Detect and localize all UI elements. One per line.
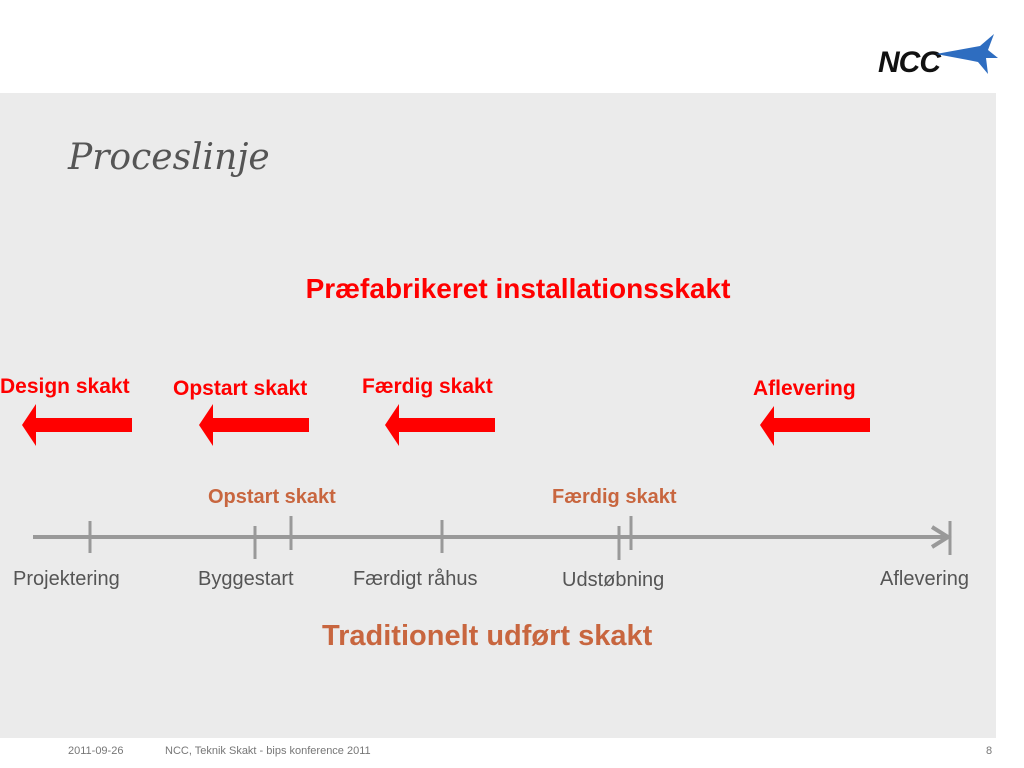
timeline-milestone: Aflevering xyxy=(880,568,969,590)
prefab-step-label: Færdig skakt xyxy=(362,375,493,398)
timeline-upper-marker: Opstart skakt xyxy=(208,486,336,508)
timeline-upper-marker: Færdig skakt xyxy=(552,486,677,508)
logo-text: NCC xyxy=(878,46,940,79)
traditional-title: Traditionelt udført skakt xyxy=(322,620,653,652)
timeline-milestone: Byggestart xyxy=(198,568,294,590)
prefab-title: Præfabrikeret installationsskakt xyxy=(305,273,731,304)
timeline-milestone: Færdigt råhus xyxy=(353,568,478,590)
prefab-step-label: Aflevering xyxy=(753,377,856,400)
timeline-milestone: Projektering xyxy=(13,568,120,590)
page-number: 8 xyxy=(986,745,993,757)
prefab-step-label: Design skakt xyxy=(0,375,130,398)
prefab-step-label: Opstart skakt xyxy=(173,377,308,400)
footer-date: 2011-09-26 xyxy=(68,745,124,757)
slide-title: Proceslinje xyxy=(68,137,270,178)
timeline-milestone: Udstøbning xyxy=(562,569,665,591)
footer-caption: NCC, Teknik Skakt - bips konference 2011 xyxy=(165,745,371,757)
